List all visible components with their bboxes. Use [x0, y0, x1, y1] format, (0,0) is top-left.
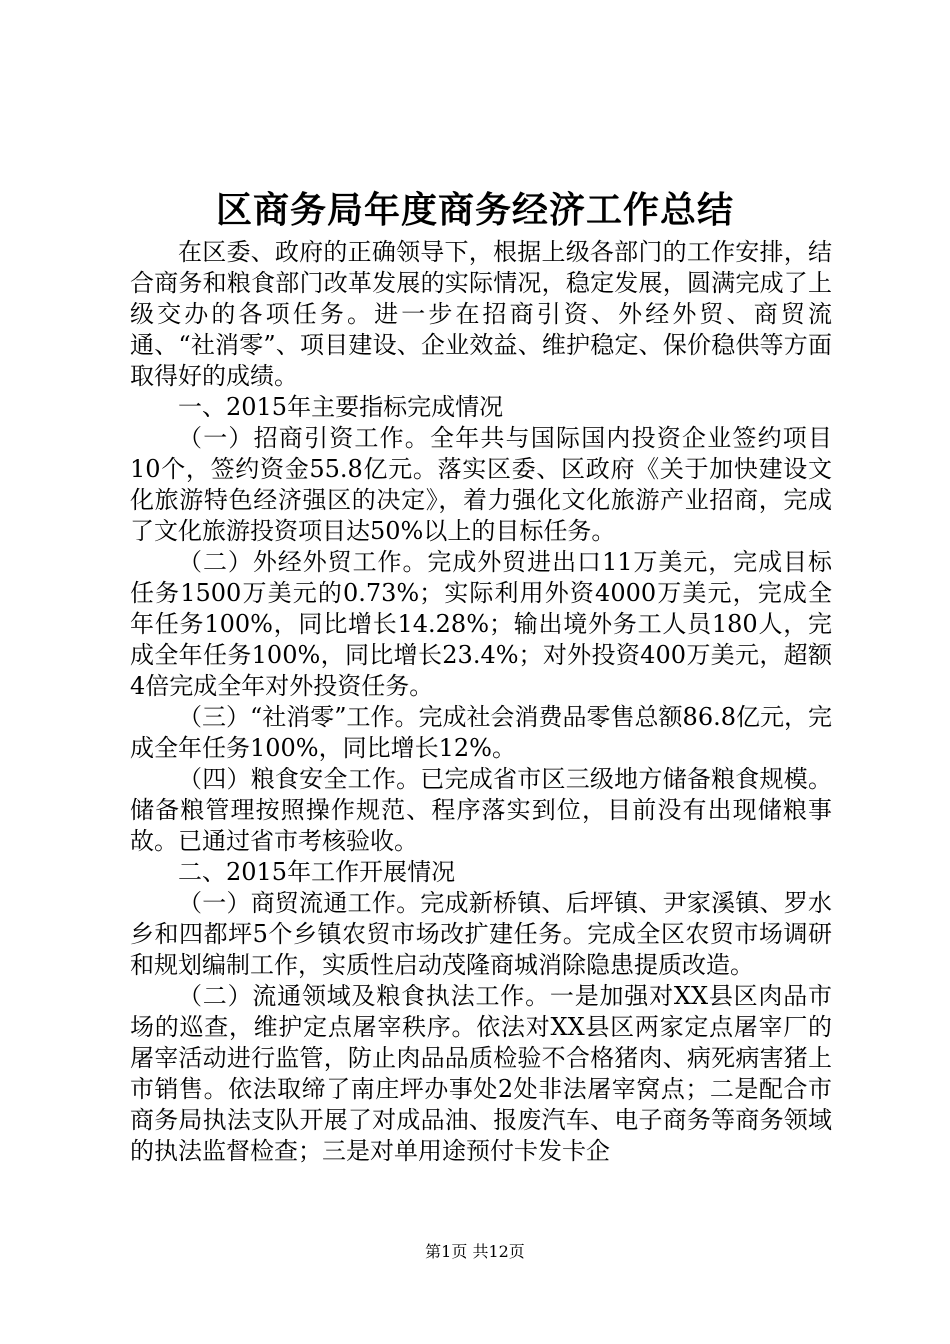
section-heading-2: 二、2015年工作开展情况 — [178, 858, 456, 886]
paragraph-grain-safety: （四）粮食安全工作。已完成省市区三级地方储备粮食规模。储备粮管理按照操作规范、程序落实到位，目前没有出现储粮事故。已通过省市考核验收。 — [130, 765, 832, 855]
intro-paragraph: 在区委、政府的正确领导下，根据上级各部门的工作安排，结合商务和粮食部门改革发展的实际情况，稳定发展，圆满完成了上级交办的各项任务。进一步在招商引资、外经外贸、商贸流通、“社消零”、项目建设、企业效益、维护稳定、保价稳供等方面取得好的成绩。 — [130, 238, 832, 390]
page-number: 第1页 共12页 — [425, 1242, 525, 1261]
paragraph-retail: （三）“社消零”工作。完成社会消费品零售总额86.8亿元，完成全年任务100%，同比增长12%。 — [130, 703, 832, 762]
paragraph-law-enforcement: （二）流通领域及粮食执法工作。一是加强对XX县区肉品市场的巡查，维护定点屠宰秩序。依法对XX县区两家定点屠宰厂的屠宰活动进行监管，防止肉品品质检验不合格猪肉、病死病害猪上市销售。依法取缔了南庄坪办事处2处非法屠宰窝点；二是配合市商务局执法支队开展了对成品油、报废汽车、电子商务等商务领域的执法监督检查；三是对单用途预付卡发卡企 — [130, 982, 832, 1165]
document-title: 区商务局年度商务经济工作总结 — [215, 189, 734, 231]
paragraph-investment: （一）招商引资工作。全年共与国际国内投资企业签约项目10个，签约资金55.8亿元。落实区委、区政府《关于加快建设文化旅游特色经济强区的决定》，着力强化文化旅游产业招商，完成了文化旅游投资项目达50%以上的目标任务。 — [130, 424, 832, 545]
paragraph-commerce-circulation: （一）商贸流通工作。完成新桥镇、后坪镇、尹家溪镇、罗水乡和四都坪5个乡镇农贸市场改扩建任务。完成全区农贸市场调研和规划编制工作，实质性启动茂隆商城消除隐患提质改造。 — [130, 889, 832, 979]
document-body — [130, 237, 832, 1167]
section-heading-1: 一、2015年主要指标完成情况 — [178, 393, 504, 421]
paragraph-foreign-trade: （二）外经外贸工作。完成外贸进出口11万美元，完成目标任务1500万美元的0.73%；实际利用外资4000万美元，完成全年任务100%，同比增长14.28%；输出境外务工人员180人，完成全年任务100%，同比增长23.4%；对外投资400万美元，超额4倍完成全年对外投资任务。 — [130, 548, 832, 700]
